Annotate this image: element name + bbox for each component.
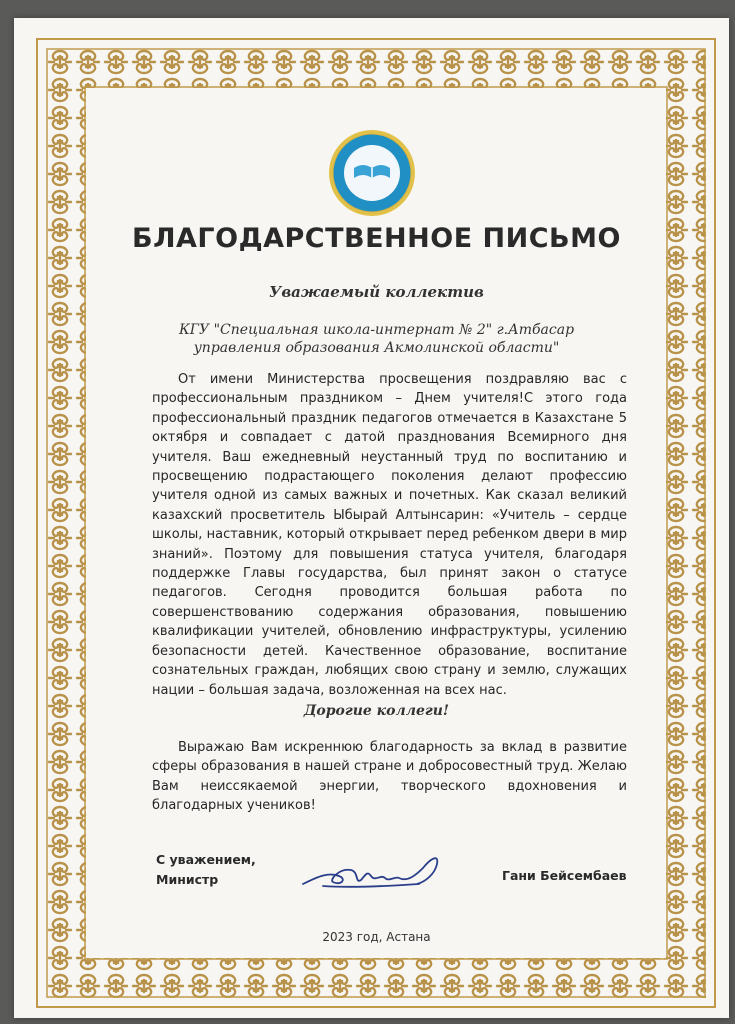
- closing-paragraph: Выражаю Вам искреннюю благодарность за вклад в развитие сферы образования в нашей стране и добросовестный труд. Желаю Вам неиссякаемой энергии, творческого вдохновения и благодарных учеников!: [152, 740, 627, 814]
- regards-block: [156, 850, 256, 890]
- year-city: 2023 год, Астана: [322, 930, 431, 944]
- letter-body: От имени Министерства просвещения поздравляю вас с профессиональным праздником – Днем учителя!С этого года профессиональный праздник педагогов отмечается в Казахстане 5 октября и совпадает с датой празднования Всемирного дня учителя. Ваш ежедневный неустанный труд по воспитанию и просвещению подрастающего поколения делают профессию учителя одной из самых важных и почетных. Как сказал великий казахский просветитель Ыбырай Алтынсарин: «Учитель – сердце школы, наставник, который открывает перед ребенком двери в мир знаний». Поэтому для повышения статуса учителя, благодаря поддержке Главы государства, был принят закон о статусе педагогов. Сегодня проводится большая работа по совершенствованию содержания образования, повышению квалификации учителей, обновлению инфраструктуры, усилению безопасности детей. Качественное образование, воспитание сознательных граждан, любящих свою страну и землю, служащих нации – большая задача, возложенная на всех нас.: [152, 372, 627, 698]
- regards-line-1: С уважением,: [156, 852, 256, 867]
- colleagues-greeting: Дорогие коллеги!: [303, 703, 450, 719]
- recipient-line-1: КГУ "Специальная школа-интернат № 2" г.Атбасар: [178, 322, 575, 338]
- recipient-line-2: управления образования Акмолинской области": [193, 340, 560, 356]
- ministry-seal-icon: [327, 128, 417, 218]
- recipient: [124, 321, 629, 357]
- regards-line-2: Министр: [156, 872, 219, 887]
- letter-content: [94, 98, 659, 978]
- letter-title: БЛАГОДАРСТВЕННОЕ ПИСЬМО: [132, 223, 621, 254]
- salutation: Уважаемый коллектив: [269, 283, 484, 301]
- handwritten-signature: [299, 846, 459, 896]
- signer-name: Гани Бейсембаев: [502, 868, 627, 883]
- certificate-page: [14, 18, 729, 1018]
